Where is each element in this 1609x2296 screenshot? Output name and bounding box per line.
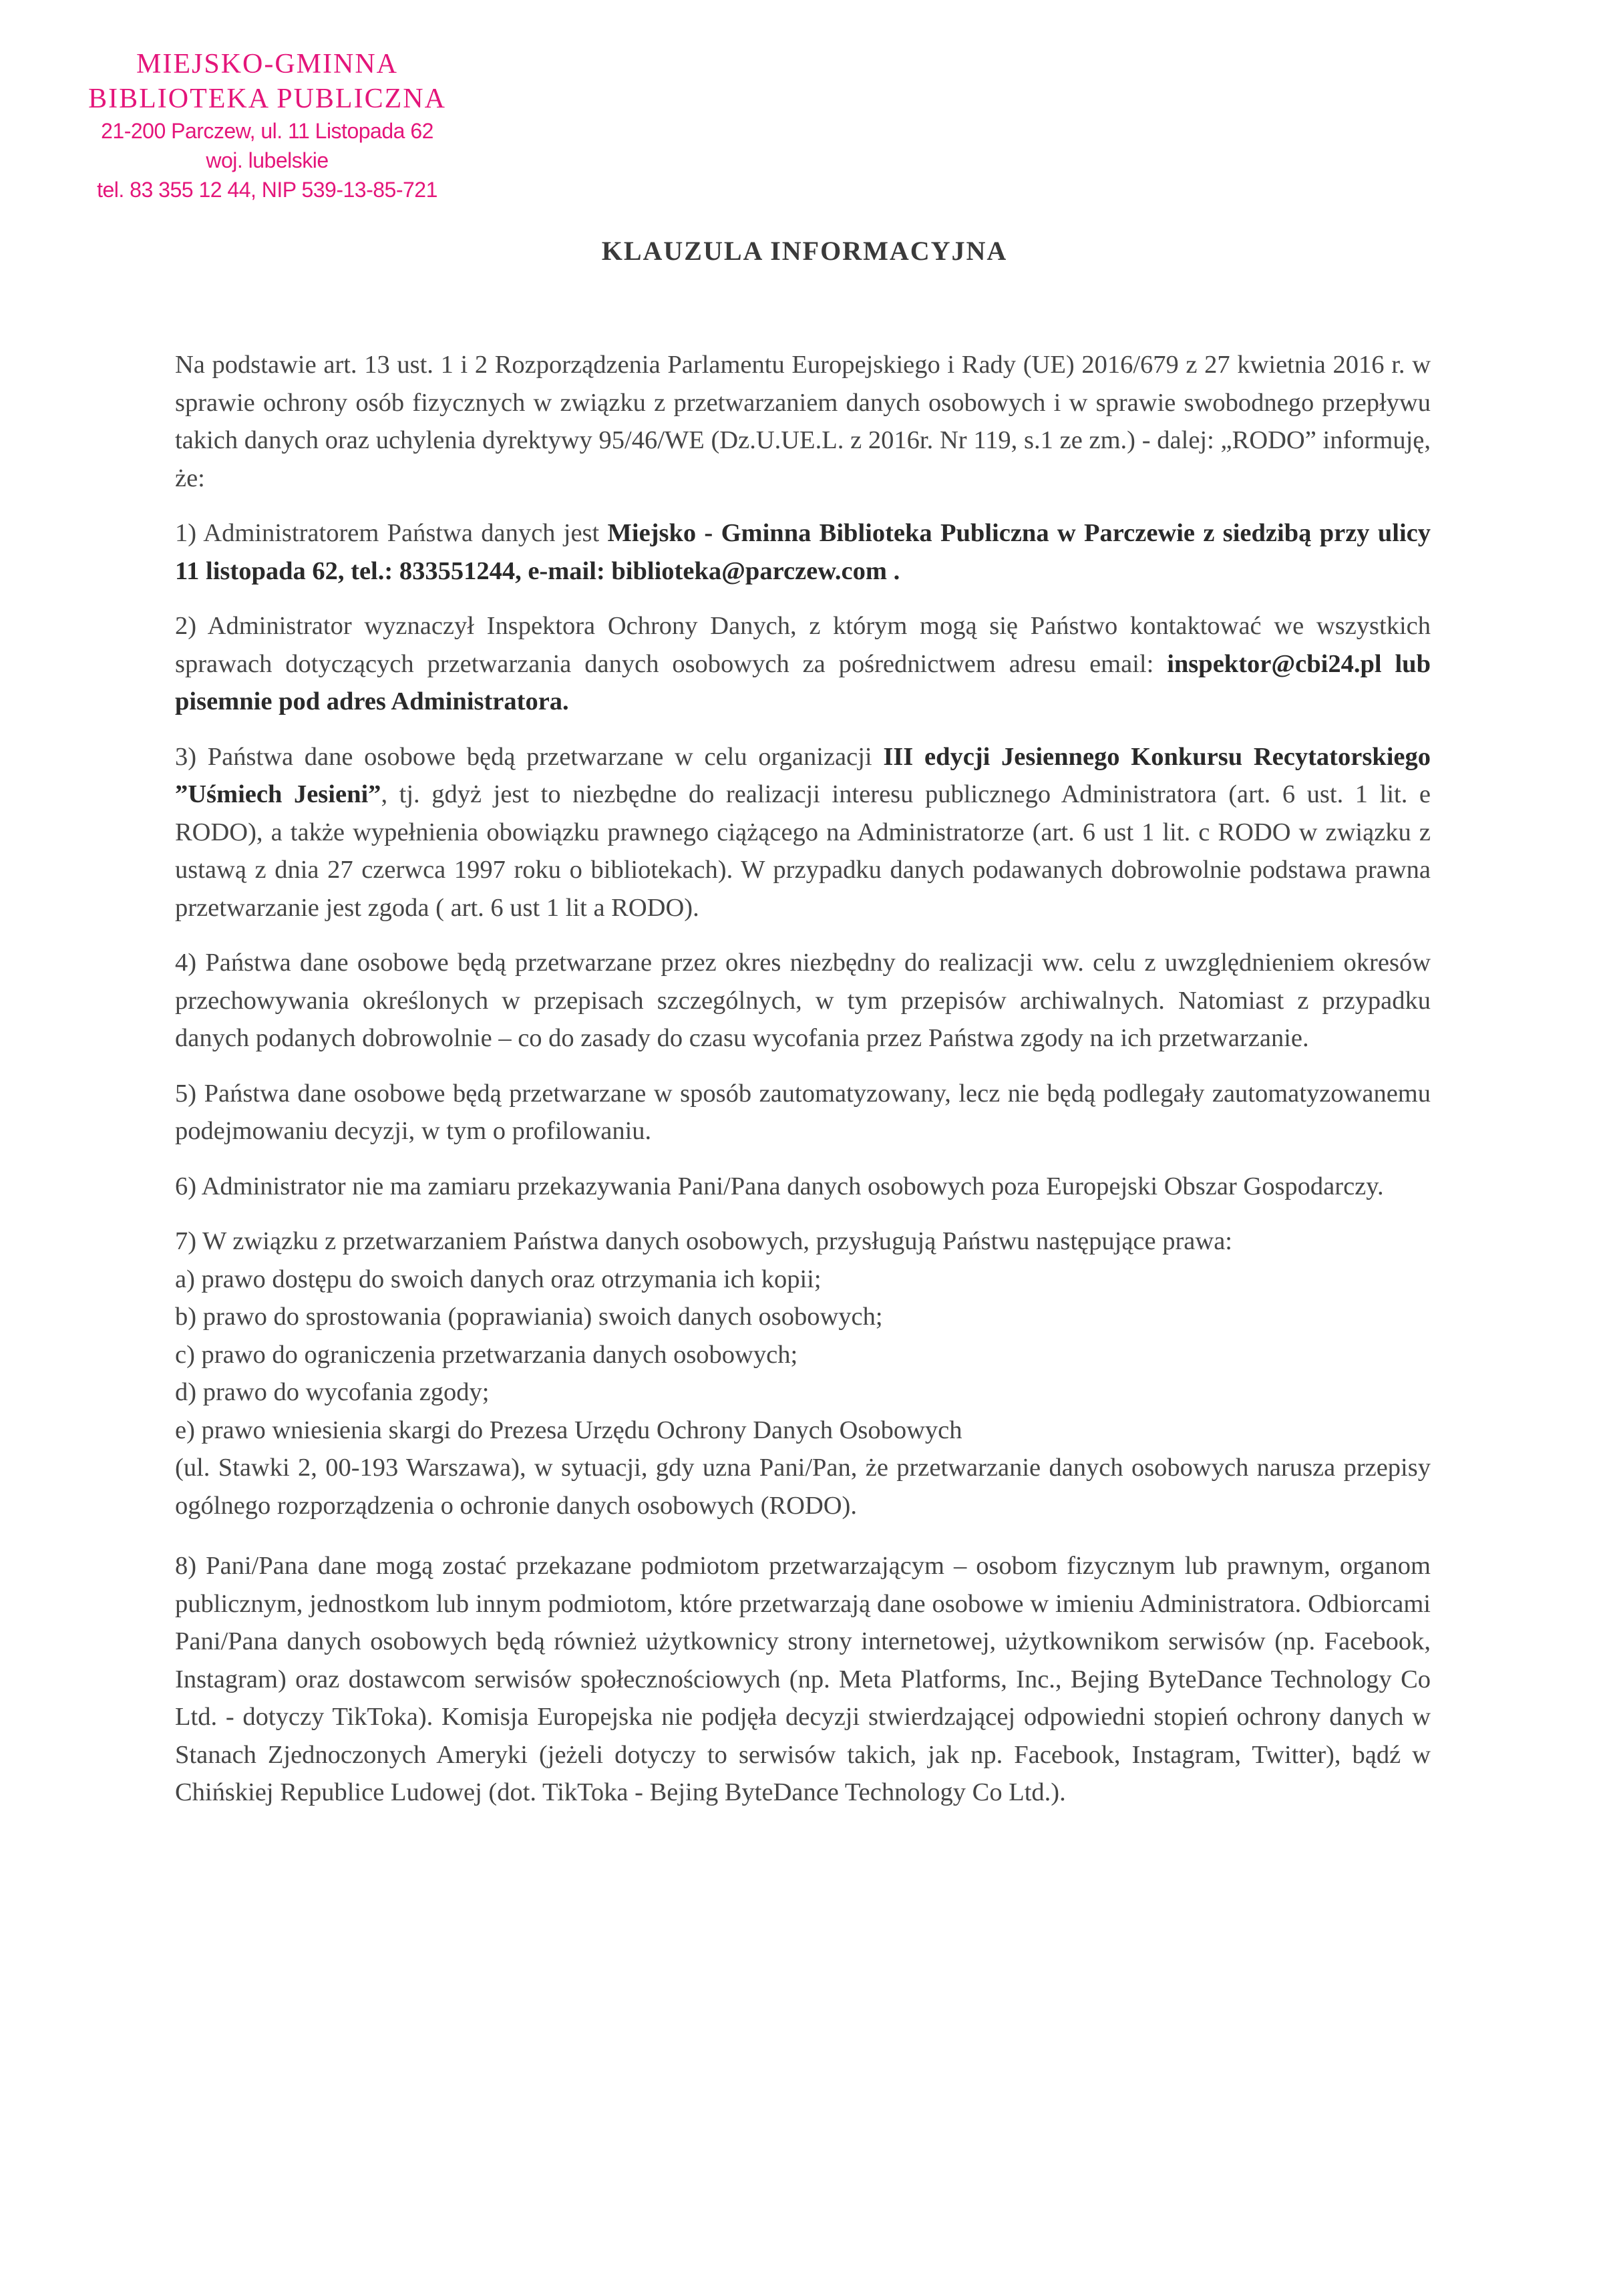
- right-b: b) prawo do sprostowania (poprawiania) swoich danych osobowych;: [175, 1303, 883, 1331]
- paragraph-8: 8) Pani/Pana dane mogą zostać przekazane podmiotom przetwarzającym – osobom fizycznym lub prawnym, organom publicznym, jednostkom lub innym podmiotom, które przetwarzają dane osobowe w imieniu Administratora. Odbiorcami Pani/Pana danych osobowych będą również użytkownicy strony internetowej, użytkownikom serwisów (np. Facebook, Instagram) oraz dostawcom serwisów społecznościowych (np. Meta Platforms, Inc., Bejing ByteDance Technology Co Ltd. - dotyczy TikToka). Komisja Europejska nie podjęła decyzji stwierdzającej odpowiedni stopień ochrony danych w Stanach Zjednoczonych Ameryki (jeżeli dotyczy to serwisów takich, jak np. Facebook, Instagram, Twitter), bądź w Chińskiej Republice Ludowej (dot. TikToka - Bejing ByteDance Technology Co Ltd.).: [175, 1552, 1431, 1806]
- paragraph-6: 6) Administrator nie ma zamiaru przekazywania Pani/Pana danych osobowych poza Europejski Obszar Gospodarczy.: [175, 1172, 1384, 1200]
- right-c: c) prawo do ograniczenia przetwarzania danych osobowych;: [175, 1340, 798, 1369]
- intro-paragraph: Na podstawie art. 13 ust. 1 i 2 Rozporządzenia Parlamentu Europejskiego i Rady (UE) 2016/679 z 27 kwietnia 2016 r. w sprawie ochrony osób fizycznych w związku z przetwarzaniem danych osobowych i w sprawie swobodnego przepływu takich danych oraz uchylenia dyrektywy 95/46/WE (Dz.U.UE.L. z 2016r. Nr 119, s.1 ze zm.) - dalej: „RODO” informuję, że:: [175, 351, 1431, 492]
- stamp-phone-nip: tel. 83 355 12 44, NIP 539-13-85-721: [97, 178, 437, 202]
- paragraph-2-bold: inspektor@cbi24.pl lub pisemnie pod adres Administratora.: [175, 649, 1431, 715]
- paragraph-3: [175, 738, 1431, 927]
- paragraph-3-text-cont: , tj. gdyż jest to niezbędne do realizacji interesu publicznego Administratora (art. 6 ust. 1 lit. e RODO), a także wypełnienia obowiązku prawnego ciążącego na Administratorze (art. 6 ust 1 lit. c RODO w związku z ustawą z dnia 27 czerwca 1997 roku o bibliotekach). W przypadku danych podawanych dobrowolnie podstawa prawna przetwarzanie jest zgoda ( art. 6 ust 1 lit a RODO).: [175, 780, 1431, 922]
- right-a: a) prawo dostępu do swoich danych oraz otrzymania ich kopii;: [175, 1265, 822, 1293]
- paragraph-5: 5) Państwa dane osobowe będą przetwarzane w sposób zautomatyzowany, lecz nie będą podlegały zautomatyzowanemu podejmowaniu decyzji, w tym o profilowaniu.: [175, 1079, 1431, 1145]
- paragraph-4: 4) Państwa dane osobowe będą przetwarzane przez okres niezbędny do realizacji ww. celu z uwzględnieniem okresów przechowywania określonych w przepisach szczególnych, w tym przepisów archiwalnych. Natomiast z przypadku danych podanych dobrowolnie – co do zasady do czasu wycofania przez Państwa zgody na ich przetwarzanie.: [175, 949, 1431, 1052]
- document-body: [175, 346, 1431, 1829]
- right-d: d) prawo do wycofania zgody;: [175, 1378, 490, 1406]
- stamp-region: woj. lubelskie: [206, 148, 329, 172]
- library-stamp: [53, 47, 481, 204]
- paragraph-1-text: 1) Administratorem Państwa danych jest: [175, 519, 608, 547]
- rights-intro: 7) W związku z przetwarzaniem Państwa danych osobowych, przysługują Państwu następujące prawa:: [175, 1227, 1232, 1255]
- paragraph-1-bold: Miejsko - Gminna Biblioteka Publiczna w Parczewie z siedzibą przy ulicy 11 listopada 62, tel.: 833551244, e-mail: biblioteka@parczew.com .: [175, 519, 1431, 585]
- paragraph-2-text: 2) Administrator wyznaczył Inspektora Ochrony Danych, z którym mogą się Państwo kontaktować we wszystkich sprawach dotyczących przetwarzania danych osobowych za pośrednictwem adresu email:: [175, 612, 1431, 678]
- stamp-org-line1: MIEJSKO-GMINNA: [136, 49, 398, 79]
- paragraph-3-text: 3) Państwa dane osobowe będą przetwarzane w celu organizacji: [175, 742, 884, 771]
- right-e: e) prawo wniesienia skargi do Prezesa Urzędu Ochrony Danych Osobowych: [175, 1416, 962, 1444]
- paragraph-7: [175, 1222, 1431, 1524]
- document-title: KLAUZULA INFORMACYJNA: [601, 236, 1008, 266]
- paragraph-3-bold: III edycji Jesiennego Konkursu Recytatorskiego ”Uśmiech Jesieni”: [175, 742, 1431, 808]
- paragraph-2: [175, 607, 1431, 721]
- paragraph-1: [175, 514, 1431, 590]
- right-e-continued: (ul. Stawki 2, 00-193 Warszawa), w sytuacji, gdy uzna Pani/Pan, że przetwarzanie danych osobowych narusza przepisy ogólnego rozporządzenia o ochronie danych osobowych (RODO).: [175, 1454, 1431, 1520]
- stamp-address: 21-200 Parczew, ul. 11 Listopada 62: [101, 119, 433, 143]
- stamp-org-line2: BIBLIOTEKA PUBLICZNA: [88, 84, 446, 114]
